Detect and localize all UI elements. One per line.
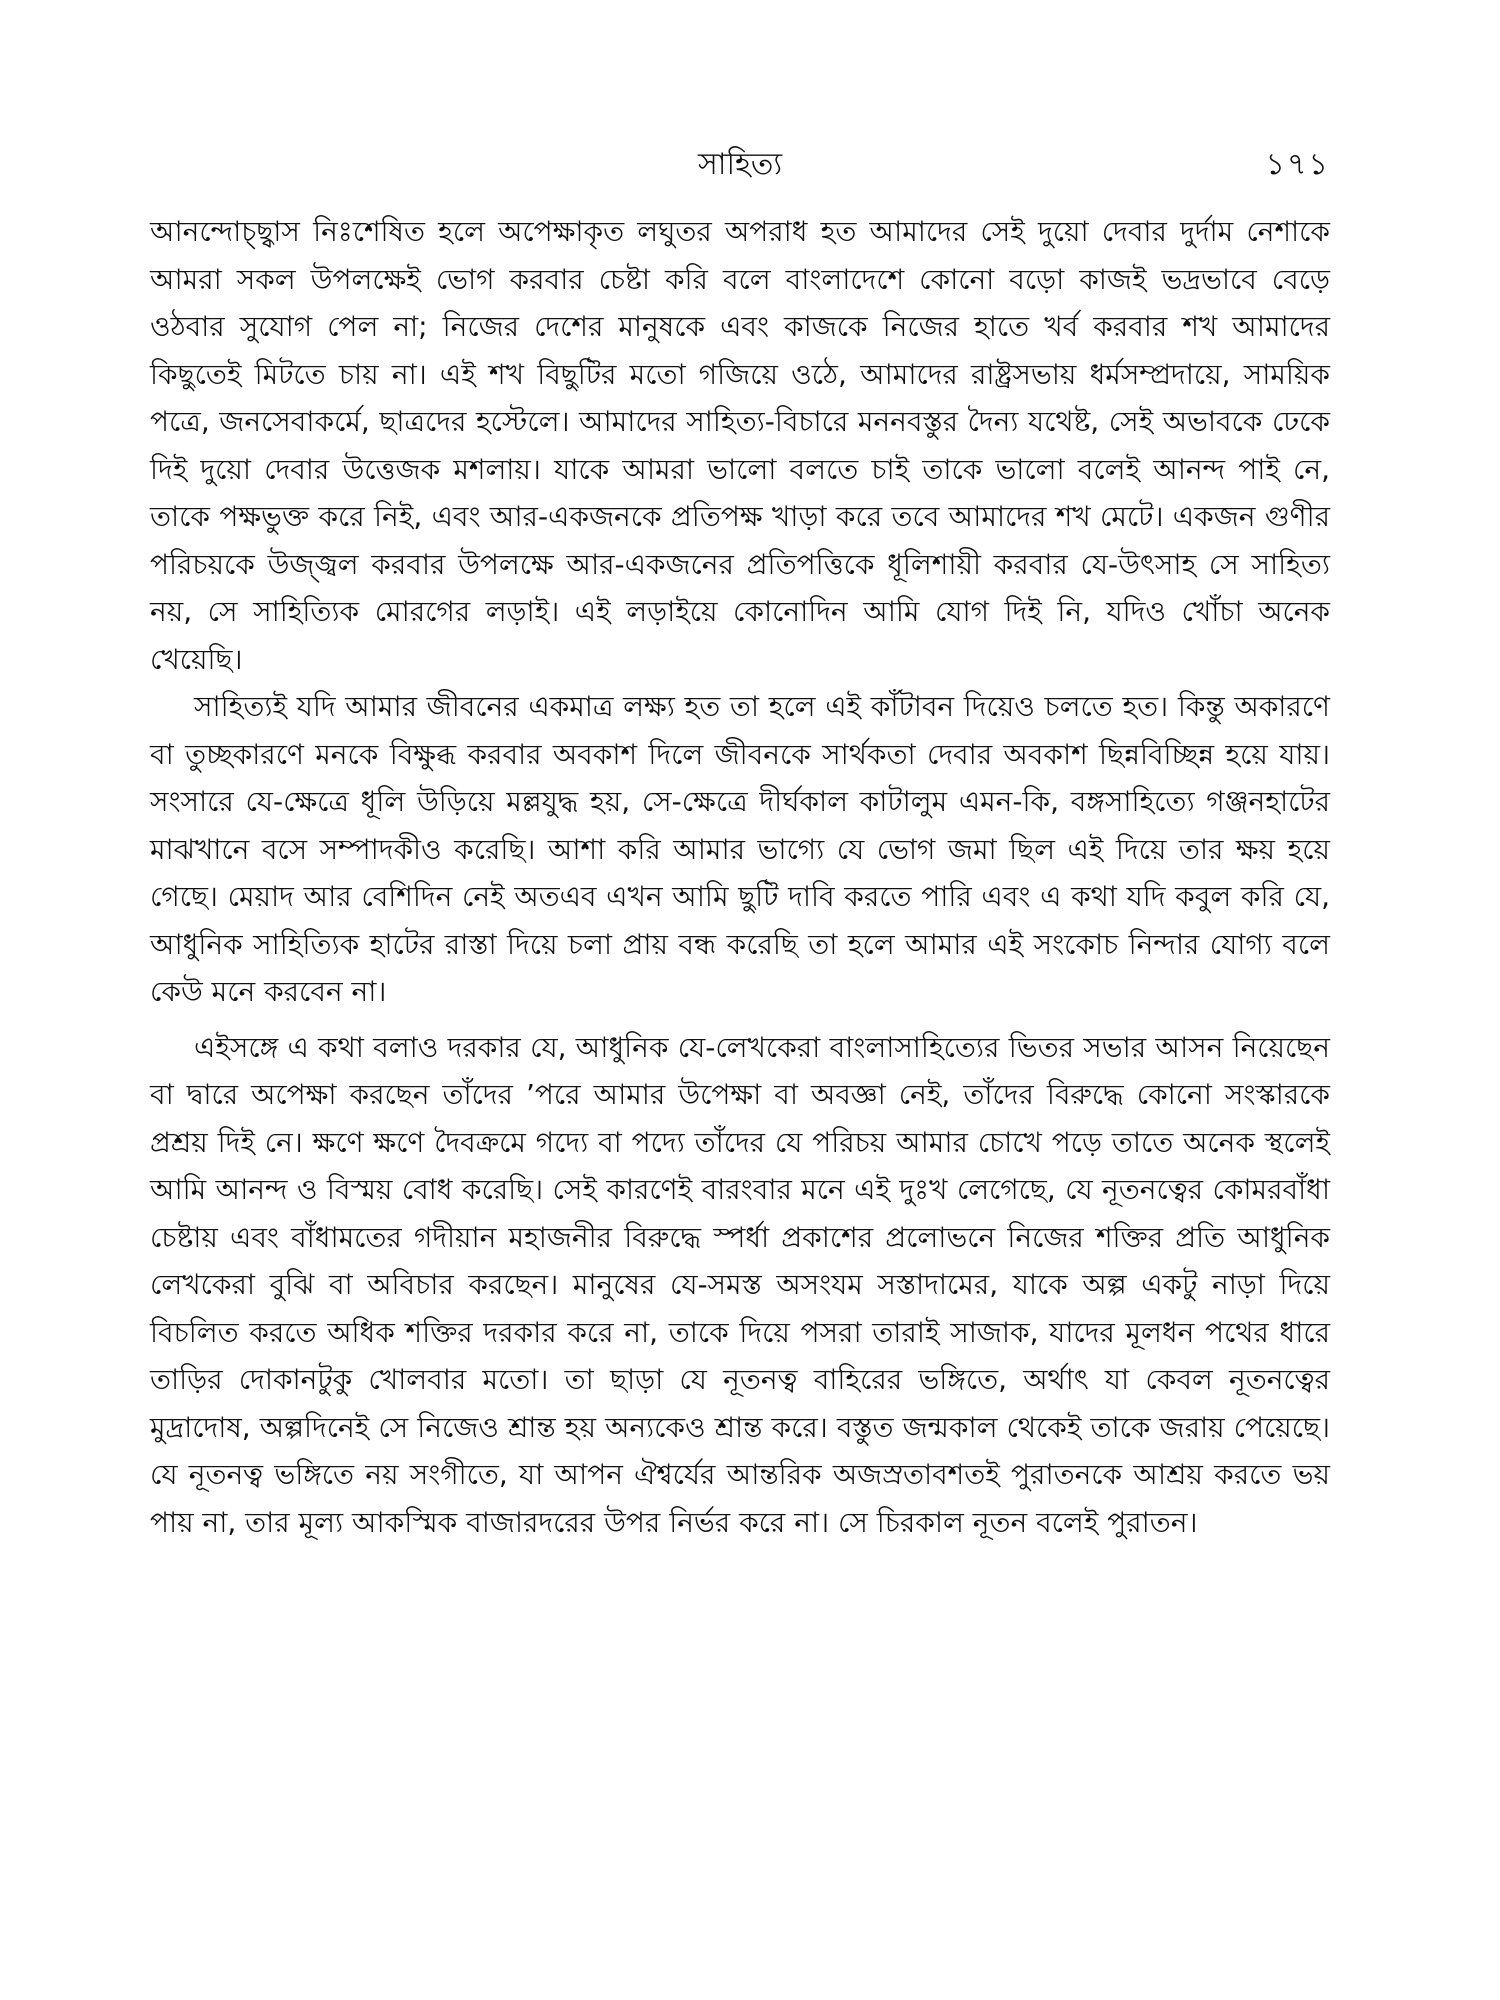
page-body [150, 208, 1330, 1546]
page-number: ১৭১ [1265, 147, 1330, 182]
running-title: সাহিত্য [697, 147, 783, 182]
paragraph-2: সাহিত্যই যদি আমার জীবনের একমাত্র লক্ষ্য হত তা হলে এই কাঁটাবন দিয়েও চলতে হত। কিন্তু অকারণে বা তুচ্ছকারণে মনকে বিক্ষুব্ধ করবার অবকাশ দিলে জীবনকে সার্থকতা দেবার অবকাশ ছিন্নবিচ্ছিন্ন হয়ে যায়। সংসারে যে-ক্ষেত্রে ধূলি উড়িয়ে মল্লযুদ্ধ হয়, সে-ক্ষেত্রে দীর্ঘকাল কাটালুম এমন-কি, বঙ্গসাহিত্যে গঞ্জনহাটের মাঝখানে বসে সম্পাদকীও করেছি। আশা করি আমার ভাগ্যে যে ভোগ জমা ছিল এই দিয়ে তার ক্ষয় হয়ে গেছে। মেয়াদ আর বেশিদিন নেই অতএব এখন আমি ছুটি দাবি করতে পারি এবং এ কথা যদি কবুল করি যে, আধুনিক সাহিত্যিক হাটের রাস্তা দিয়ে চলা প্রায় বন্ধ করেছি তা হলে আমার এই সংকোচ নিন্দার যোগ্য বলে কেউ মনে করবেন না। [150, 690, 1330, 1008]
paragraph-1: আনন্দোচ্ছ্বাস নিঃশেষিত হলে অপেক্ষাকৃত লঘুতর অপরাধ হত আমাদের সেই দুয়ো দেবার দুর্দাম নেশাকে আমরা সকল উপলক্ষেই ভোগ করবার চেষ্টা করি বলে বাংলাদেশে কোনো বড়ো কাজই ভদ্রভাবে বেড়ে ওঠবার সুযোগ পেল না; নিজের দেশের মানুষকে এবং কাজকে নিজের হাতে খর্ব করবার শখ আমাদের কিছুতেই মিটতে চায় না। এই শখ বিছুটির মতো গজিয়ে ওঠে, আমাদের রাষ্ট্রসভায় ধর্মসম্প্রদায়ে, সাময়িক পত্রে, জনসেবাকর্মে, ছাত্রদের হস্টেলে। আমাদের সাহিত্য-বিচারে মননবস্তুর দৈন্য যথেষ্ট, সেই অভাবকে ঢেকে দিই দুয়ো দেবার উত্তেজক মশলায়। যাকে আমরা ভালো বলতে চাই তাকে ভালো বলেই আনন্দ পাই নে, তাকে পক্ষভুক্ত করে নিই, এবং আর-একজনকে প্রতিপক্ষ খাড়া করে তবে আমাদের শখ মেটে। একজন গুণীর পরিচয়কে উজ্জ্বল করবার উপলক্ষে আর-একজনের প্রতিপত্তিকে ধূলিশায়ী করবার যে-উৎসাহ সে সাহিত্য নয়, সে সাহিত্যিক মোরগের লড়াই। এই লড়াইয়ে কোনোদিন আমি যোগ দিই নি, যদিও খোঁচা অনেক খেয়েছি। [150, 215, 1330, 676]
page-header [150, 140, 1330, 190]
paragraph-3: এইসঙ্গে এ কথা বলাও দরকার যে, আধুনিক যে-লেখকেরা বাংলাসাহিত্যের ভিতর সভার আসন নিয়েছেন বা দ্বারে অপেক্ষা করছেন তাঁদের ’পরে আমার উপেক্ষা বা অবজ্ঞা নেই, তাঁদের বিরুদ্ধে কোনো সংস্কারকে প্রশ্রয় দিই নে। ক্ষণে ক্ষণে দৈবক্রমে গদ্যে বা পদ্যে তাঁদের যে পরিচয় আমার চোখে পড়ে তাতে অনেক স্থলেই আমি আনন্দ ও বিস্ময় বোধ করেছি। সেই কারণেই বারংবার মনে এই দুঃখ লেগেছে, যে নূতনত্বের কোমরবাঁধা চেষ্টায় এবং বাঁধামতের গদীয়ান মহাজনীর বিরুদ্ধে স্পর্ধা প্রকাশের প্রলোভনে নিজের শক্তির প্রতি আধুনিক লেখকেরা বুঝি বা অবিচার করছেন। মানুষের যে-সমস্ত অসংযম সস্তাদামের, যাকে অল্প একটু নাড়া দিয়ে বিচলিত করতে অধিক শক্তির দরকার করে না, তাকে দিয়ে পসরা তারাই সাজাক, যাদের মূলধন পথের ধারে তাড়ির দোকানটুকু খোলবার মতো। তা ছাড়া যে নূতনত্ব বাহিরের ভঙ্গিতে, অর্থাৎ যা কেবল নূতনত্বের মুদ্রাদোষ, অল্পদিনেই সে নিজেও শ্রান্ত হয় অন্যকেও শ্রান্ত করে। বস্তুত জন্মকাল থেকেই তাকে জরায় পেয়েছে। যে নূতনত্ব ভঙ্গিতে নয় সংগীতে, যা আপন ঐশ্বর্যের আন্তরিক অজস্রতাবশতই পুরাতনকে আশ্রয় করতে ভয় পায় না, তার মূল্য আকস্মিক বাজারদরের উপর নির্ভর করে না। সে চিরকাল নূতন বলেই পুরাতন। [150, 1030, 1330, 1539]
